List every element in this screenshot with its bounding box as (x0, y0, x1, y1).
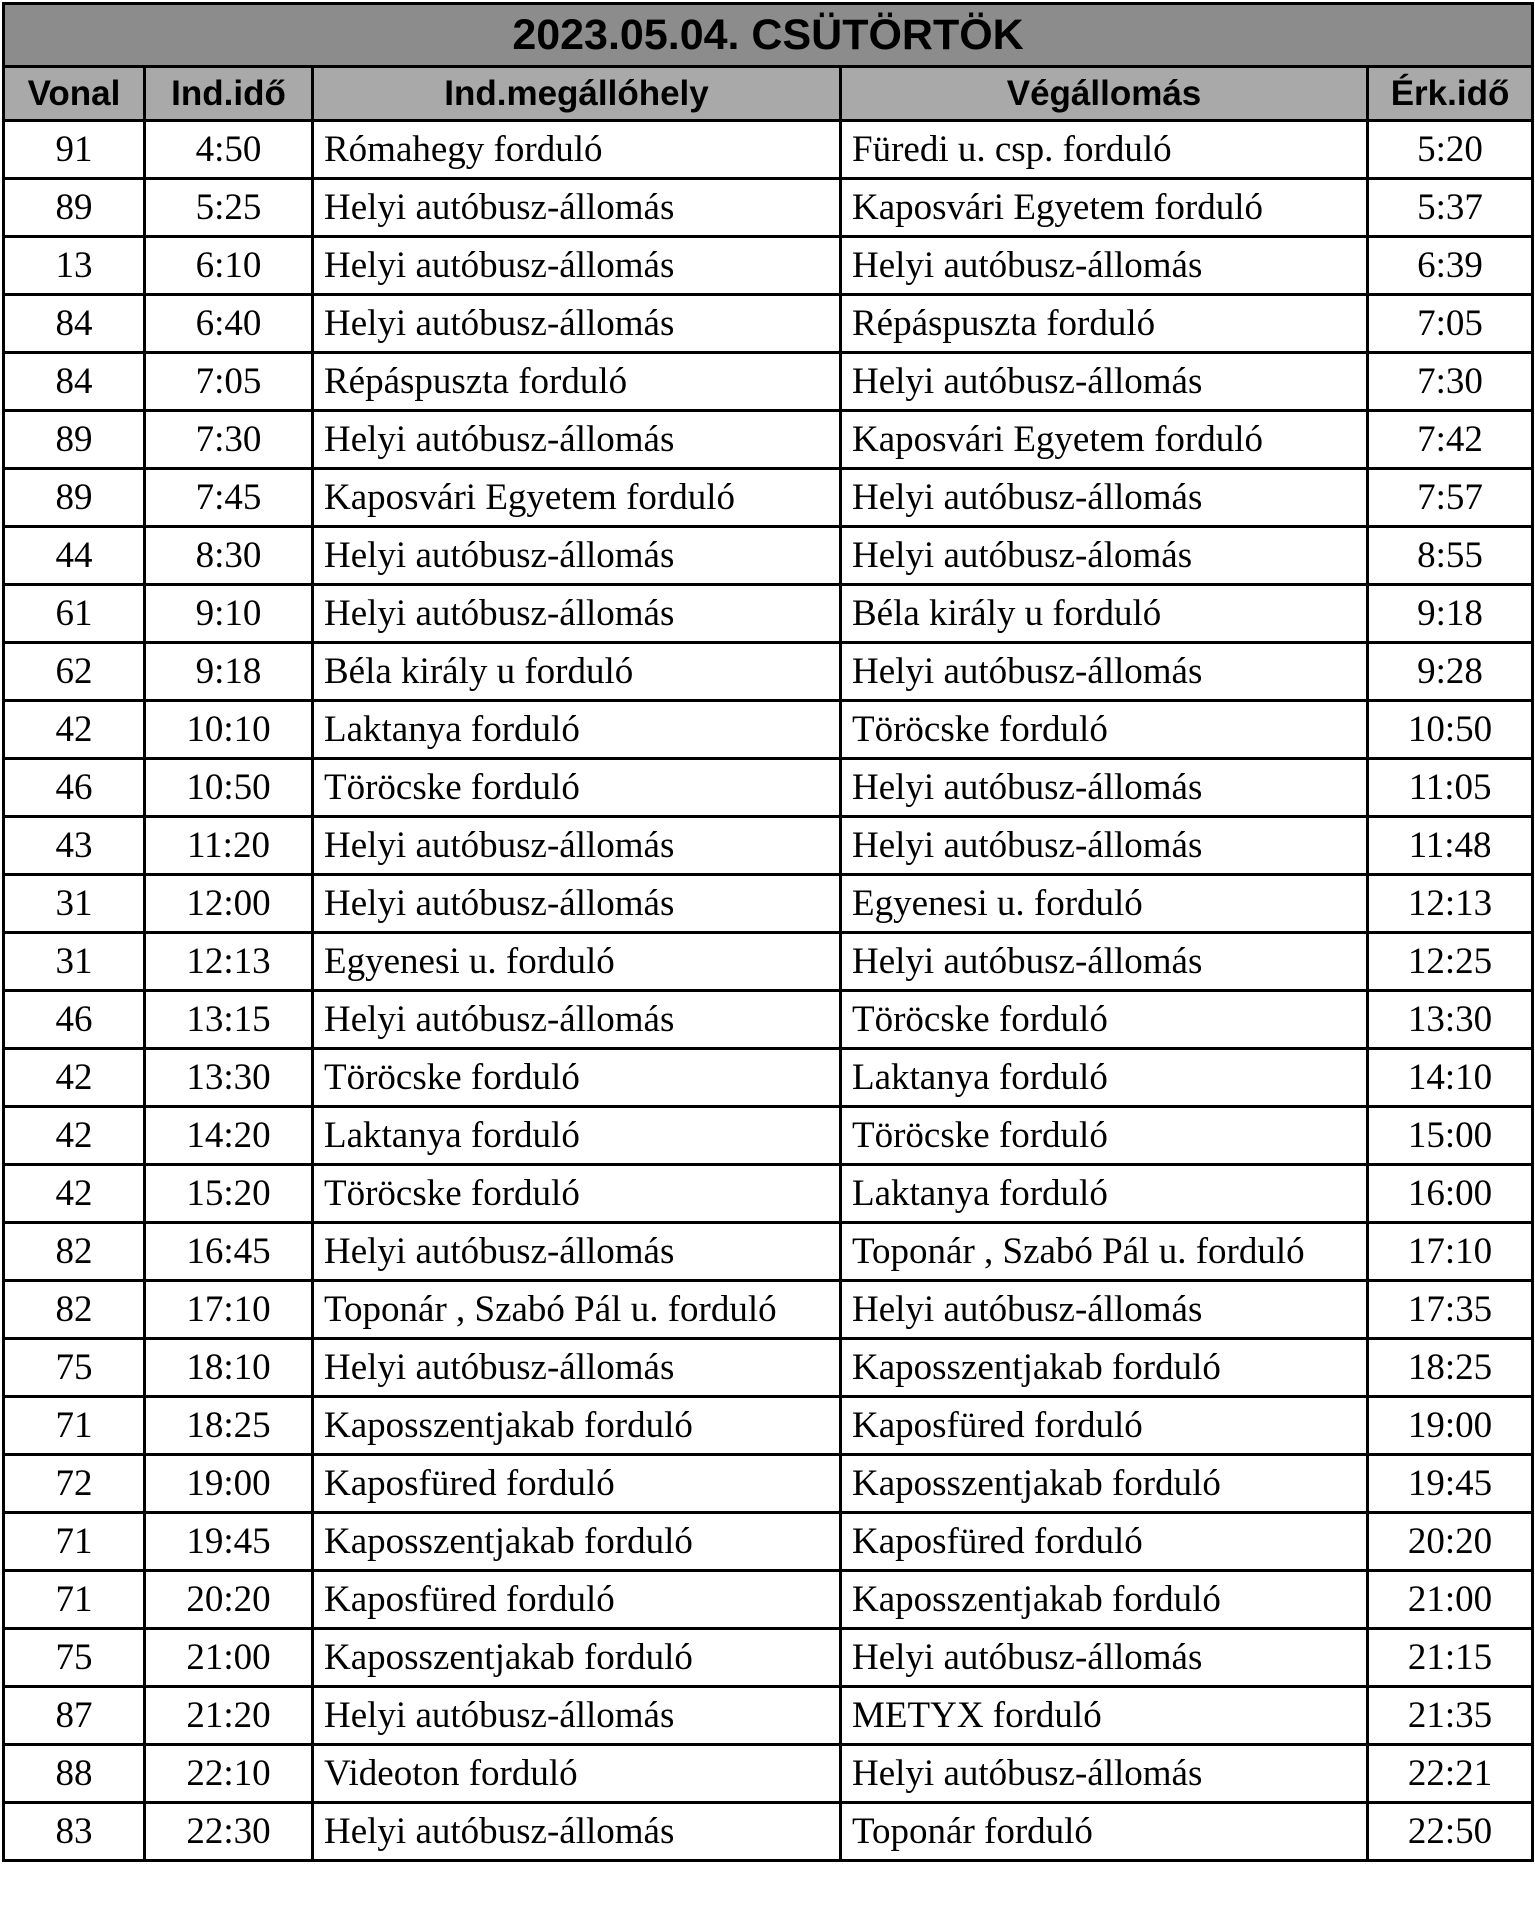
table-row (4, 1165, 1533, 1223)
table-row (4, 1687, 1533, 1745)
terminus-cell: Toponár , Szabó Pál u. forduló (841, 1223, 1368, 1281)
arrival-time-cell: 22:50 (1368, 1803, 1533, 1861)
departure-stop-cell: Videoton forduló (313, 1745, 841, 1803)
table-row (4, 1571, 1533, 1629)
line-number-cell: 44 (4, 527, 145, 585)
departure-stop-cell: Helyi autóbusz-állomás (313, 1687, 841, 1745)
departure-time-cell: 8:30 (145, 527, 313, 585)
arrival-time-cell: 7:30 (1368, 353, 1533, 411)
table-row (4, 643, 1533, 701)
timetable-body (4, 121, 1533, 1861)
departure-stop-cell: Béla király u forduló (313, 643, 841, 701)
table-row (4, 701, 1533, 759)
arrival-time-cell: 22:21 (1368, 1745, 1533, 1803)
line-number-cell: 75 (4, 1629, 145, 1687)
table-row (4, 1049, 1533, 1107)
departure-time-cell: 15:20 (145, 1165, 313, 1223)
header-row (4, 67, 1533, 121)
departure-time-cell: 18:25 (145, 1397, 313, 1455)
departure-time-cell: 4:50 (145, 121, 313, 179)
line-number-cell: 89 (4, 179, 145, 237)
terminus-cell: Béla király u forduló (841, 585, 1368, 643)
arrival-time-cell: 9:18 (1368, 585, 1533, 643)
arrival-time-cell: 10:50 (1368, 701, 1533, 759)
arrival-time-cell: 5:20 (1368, 121, 1533, 179)
terminus-cell: Helyi autóbusz-állomás (841, 1745, 1368, 1803)
terminus-cell: Kaposfüred forduló (841, 1397, 1368, 1455)
departure-stop-cell: Kaposvári Egyetem forduló (313, 469, 841, 527)
arrival-time-cell: 21:15 (1368, 1629, 1533, 1687)
line-number-cell: 89 (4, 411, 145, 469)
timetable-title: 2023.05.04. CSÜTÖRTÖK (4, 4, 1533, 67)
terminus-cell: Helyi autóbusz-állomás (841, 933, 1368, 991)
departure-time-cell: 10:50 (145, 759, 313, 817)
departure-stop-cell: Töröcske forduló (313, 1165, 841, 1223)
departure-time-cell: 9:18 (145, 643, 313, 701)
line-number-cell: 84 (4, 295, 145, 353)
line-number-cell: 31 (4, 875, 145, 933)
departure-time-cell: 10:10 (145, 701, 313, 759)
departure-stop-cell: Kaposfüred forduló (313, 1571, 841, 1629)
line-number-cell: 13 (4, 237, 145, 295)
table-row (4, 237, 1533, 295)
terminus-cell: Füredi u. csp. forduló (841, 121, 1368, 179)
line-number-cell: 75 (4, 1339, 145, 1397)
terminus-cell: Helyi autóbusz-állomás (841, 643, 1368, 701)
column-header-departure-time: Ind.idő (145, 67, 313, 121)
table-row (4, 759, 1533, 817)
arrival-time-cell: 7:42 (1368, 411, 1533, 469)
table-row (4, 585, 1533, 643)
table-row (4, 1339, 1533, 1397)
column-header-departure-stop: Ind.megállóhely (313, 67, 841, 121)
line-number-cell: 72 (4, 1455, 145, 1513)
title-row (4, 4, 1533, 67)
terminus-cell: Laktanya forduló (841, 1165, 1368, 1223)
line-number-cell: 87 (4, 1687, 145, 1745)
table-row (4, 875, 1533, 933)
departure-time-cell: 21:00 (145, 1629, 313, 1687)
table-row (4, 121, 1533, 179)
terminus-cell: Toponár forduló (841, 1803, 1368, 1861)
departure-stop-cell: Helyi autóbusz-állomás (313, 295, 841, 353)
arrival-time-cell: 20:20 (1368, 1513, 1533, 1571)
table-row (4, 817, 1533, 875)
table-row (4, 1397, 1533, 1455)
arrival-time-cell: 13:30 (1368, 991, 1533, 1049)
arrival-time-cell: 17:35 (1368, 1281, 1533, 1339)
line-number-cell: 46 (4, 759, 145, 817)
departure-time-cell: 6:40 (145, 295, 313, 353)
column-header-line: Vonal (4, 67, 145, 121)
table-row (4, 1803, 1533, 1861)
departure-stop-cell: Toponár , Szabó Pál u. forduló (313, 1281, 841, 1339)
departure-stop-cell: Helyi autóbusz-állomás (313, 817, 841, 875)
terminus-cell: METYX forduló (841, 1687, 1368, 1745)
table-row (4, 1745, 1533, 1803)
arrival-time-cell: 9:28 (1368, 643, 1533, 701)
arrival-time-cell: 5:37 (1368, 179, 1533, 237)
arrival-time-cell: 12:13 (1368, 875, 1533, 933)
timetable (2, 2, 1534, 1862)
departure-time-cell: 12:13 (145, 933, 313, 991)
table-row (4, 1513, 1533, 1571)
departure-time-cell: 17:10 (145, 1281, 313, 1339)
departure-time-cell: 5:25 (145, 179, 313, 237)
line-number-cell: 82 (4, 1281, 145, 1339)
terminus-cell: Egyenesi u. forduló (841, 875, 1368, 933)
terminus-cell: Töröcske forduló (841, 1107, 1368, 1165)
departure-time-cell: 19:00 (145, 1455, 313, 1513)
line-number-cell: 31 (4, 933, 145, 991)
table-row (4, 527, 1533, 585)
terminus-cell: Töröcske forduló (841, 991, 1368, 1049)
departure-stop-cell: Laktanya forduló (313, 1107, 841, 1165)
departure-time-cell: 13:30 (145, 1049, 313, 1107)
arrival-time-cell: 18:25 (1368, 1339, 1533, 1397)
arrival-time-cell: 16:00 (1368, 1165, 1533, 1223)
arrival-time-cell: 17:10 (1368, 1223, 1533, 1281)
departure-time-cell: 21:20 (145, 1687, 313, 1745)
line-number-cell: 71 (4, 1571, 145, 1629)
line-number-cell: 71 (4, 1397, 145, 1455)
terminus-cell: Helyi autóbusz-állomás (841, 1281, 1368, 1339)
departure-stop-cell: Helyi autóbusz-állomás (313, 991, 841, 1049)
table-row (4, 179, 1533, 237)
terminus-cell: Kaposvári Egyetem forduló (841, 179, 1368, 237)
table-row (4, 1223, 1533, 1281)
line-number-cell: 42 (4, 1165, 145, 1223)
departure-time-cell: 11:20 (145, 817, 313, 875)
arrival-time-cell: 14:10 (1368, 1049, 1533, 1107)
departure-time-cell: 7:30 (145, 411, 313, 469)
arrival-time-cell: 19:00 (1368, 1397, 1533, 1455)
terminus-cell: Kaposszentjakab forduló (841, 1339, 1368, 1397)
timetable-sheet (2, 2, 1531, 1862)
arrival-time-cell: 11:48 (1368, 817, 1533, 875)
departure-stop-cell: Helyi autóbusz-állomás (313, 527, 841, 585)
table-row (4, 933, 1533, 991)
line-number-cell: 89 (4, 469, 145, 527)
arrival-time-cell: 11:05 (1368, 759, 1533, 817)
arrival-time-cell: 21:00 (1368, 1571, 1533, 1629)
terminus-cell: Kaposszentjakab forduló (841, 1571, 1368, 1629)
line-number-cell: 84 (4, 353, 145, 411)
terminus-cell: Répáspuszta forduló (841, 295, 1368, 353)
departure-time-cell: 20:20 (145, 1571, 313, 1629)
departure-stop-cell: Kaposszentjakab forduló (313, 1629, 841, 1687)
terminus-cell: Helyi autóbusz-állomás (841, 237, 1368, 295)
table-row (4, 353, 1533, 411)
departure-time-cell: 22:30 (145, 1803, 313, 1861)
line-number-cell: 42 (4, 701, 145, 759)
departure-stop-cell: Laktanya forduló (313, 701, 841, 759)
line-number-cell: 43 (4, 817, 145, 875)
departure-stop-cell: Helyi autóbusz-állomás (313, 1339, 841, 1397)
table-row (4, 411, 1533, 469)
line-number-cell: 88 (4, 1745, 145, 1803)
line-number-cell: 83 (4, 1803, 145, 1861)
terminus-cell: Helyi autóbusz-álomás (841, 527, 1368, 585)
table-row (4, 1629, 1533, 1687)
terminus-cell: Kaposvári Egyetem forduló (841, 411, 1368, 469)
departure-time-cell: 7:45 (145, 469, 313, 527)
departure-time-cell: 13:15 (145, 991, 313, 1049)
departure-stop-cell: Töröcske forduló (313, 759, 841, 817)
terminus-cell: Kaposszentjakab forduló (841, 1455, 1368, 1513)
departure-stop-cell: Kaposszentjakab forduló (313, 1513, 841, 1571)
departure-time-cell: 12:00 (145, 875, 313, 933)
line-number-cell: 71 (4, 1513, 145, 1571)
departure-time-cell: 6:10 (145, 237, 313, 295)
departure-stop-cell: Helyi autóbusz-állomás (313, 411, 841, 469)
line-number-cell: 46 (4, 991, 145, 1049)
table-row (4, 1281, 1533, 1339)
terminus-cell: Helyi autóbusz-állomás (841, 759, 1368, 817)
line-number-cell: 61 (4, 585, 145, 643)
departure-stop-cell: Helyi autóbusz-állomás (313, 179, 841, 237)
departure-stop-cell: Kaposszentjakab forduló (313, 1397, 841, 1455)
departure-time-cell: 16:45 (145, 1223, 313, 1281)
line-number-cell: 82 (4, 1223, 145, 1281)
terminus-cell: Helyi autóbusz-állomás (841, 353, 1368, 411)
departure-time-cell: 18:10 (145, 1339, 313, 1397)
arrival-time-cell: 21:35 (1368, 1687, 1533, 1745)
line-number-cell: 42 (4, 1107, 145, 1165)
departure-stop-cell: Helyi autóbusz-állomás (313, 237, 841, 295)
arrival-time-cell: 12:25 (1368, 933, 1533, 991)
terminus-cell: Kaposfüred forduló (841, 1513, 1368, 1571)
line-number-cell: 42 (4, 1049, 145, 1107)
line-number-cell: 91 (4, 121, 145, 179)
departure-time-cell: 7:05 (145, 353, 313, 411)
table-row (4, 295, 1533, 353)
terminus-cell: Helyi autóbusz-állomás (841, 1629, 1368, 1687)
departure-stop-cell: Répáspuszta forduló (313, 353, 841, 411)
departure-stop-cell: Helyi autóbusz-állomás (313, 585, 841, 643)
arrival-time-cell: 7:57 (1368, 469, 1533, 527)
departure-time-cell: 14:20 (145, 1107, 313, 1165)
terminus-cell: Töröcske forduló (841, 701, 1368, 759)
table-row (4, 991, 1533, 1049)
column-header-arrival-time: Érk.idő (1368, 67, 1533, 121)
terminus-cell: Helyi autóbusz-állomás (841, 469, 1368, 527)
departure-stop-cell: Helyi autóbusz-állomás (313, 1803, 841, 1861)
arrival-time-cell: 19:45 (1368, 1455, 1533, 1513)
table-row (4, 1107, 1533, 1165)
departure-stop-cell: Kaposfüred forduló (313, 1455, 841, 1513)
table-row (4, 469, 1533, 527)
arrival-time-cell: 15:00 (1368, 1107, 1533, 1165)
departure-time-cell: 9:10 (145, 585, 313, 643)
terminus-cell: Helyi autóbusz-állomás (841, 817, 1368, 875)
departure-stop-cell: Helyi autóbusz-állomás (313, 875, 841, 933)
arrival-time-cell: 6:39 (1368, 237, 1533, 295)
table-row (4, 1455, 1533, 1513)
departure-stop-cell: Rómahegy forduló (313, 121, 841, 179)
arrival-time-cell: 7:05 (1368, 295, 1533, 353)
departure-stop-cell: Töröcske forduló (313, 1049, 841, 1107)
column-header-terminus: Végállomás (841, 67, 1368, 121)
departure-stop-cell: Egyenesi u. forduló (313, 933, 841, 991)
arrival-time-cell: 8:55 (1368, 527, 1533, 585)
departure-time-cell: 22:10 (145, 1745, 313, 1803)
terminus-cell: Laktanya forduló (841, 1049, 1368, 1107)
departure-stop-cell: Helyi autóbusz-állomás (313, 1223, 841, 1281)
line-number-cell: 62 (4, 643, 145, 701)
departure-time-cell: 19:45 (145, 1513, 313, 1571)
